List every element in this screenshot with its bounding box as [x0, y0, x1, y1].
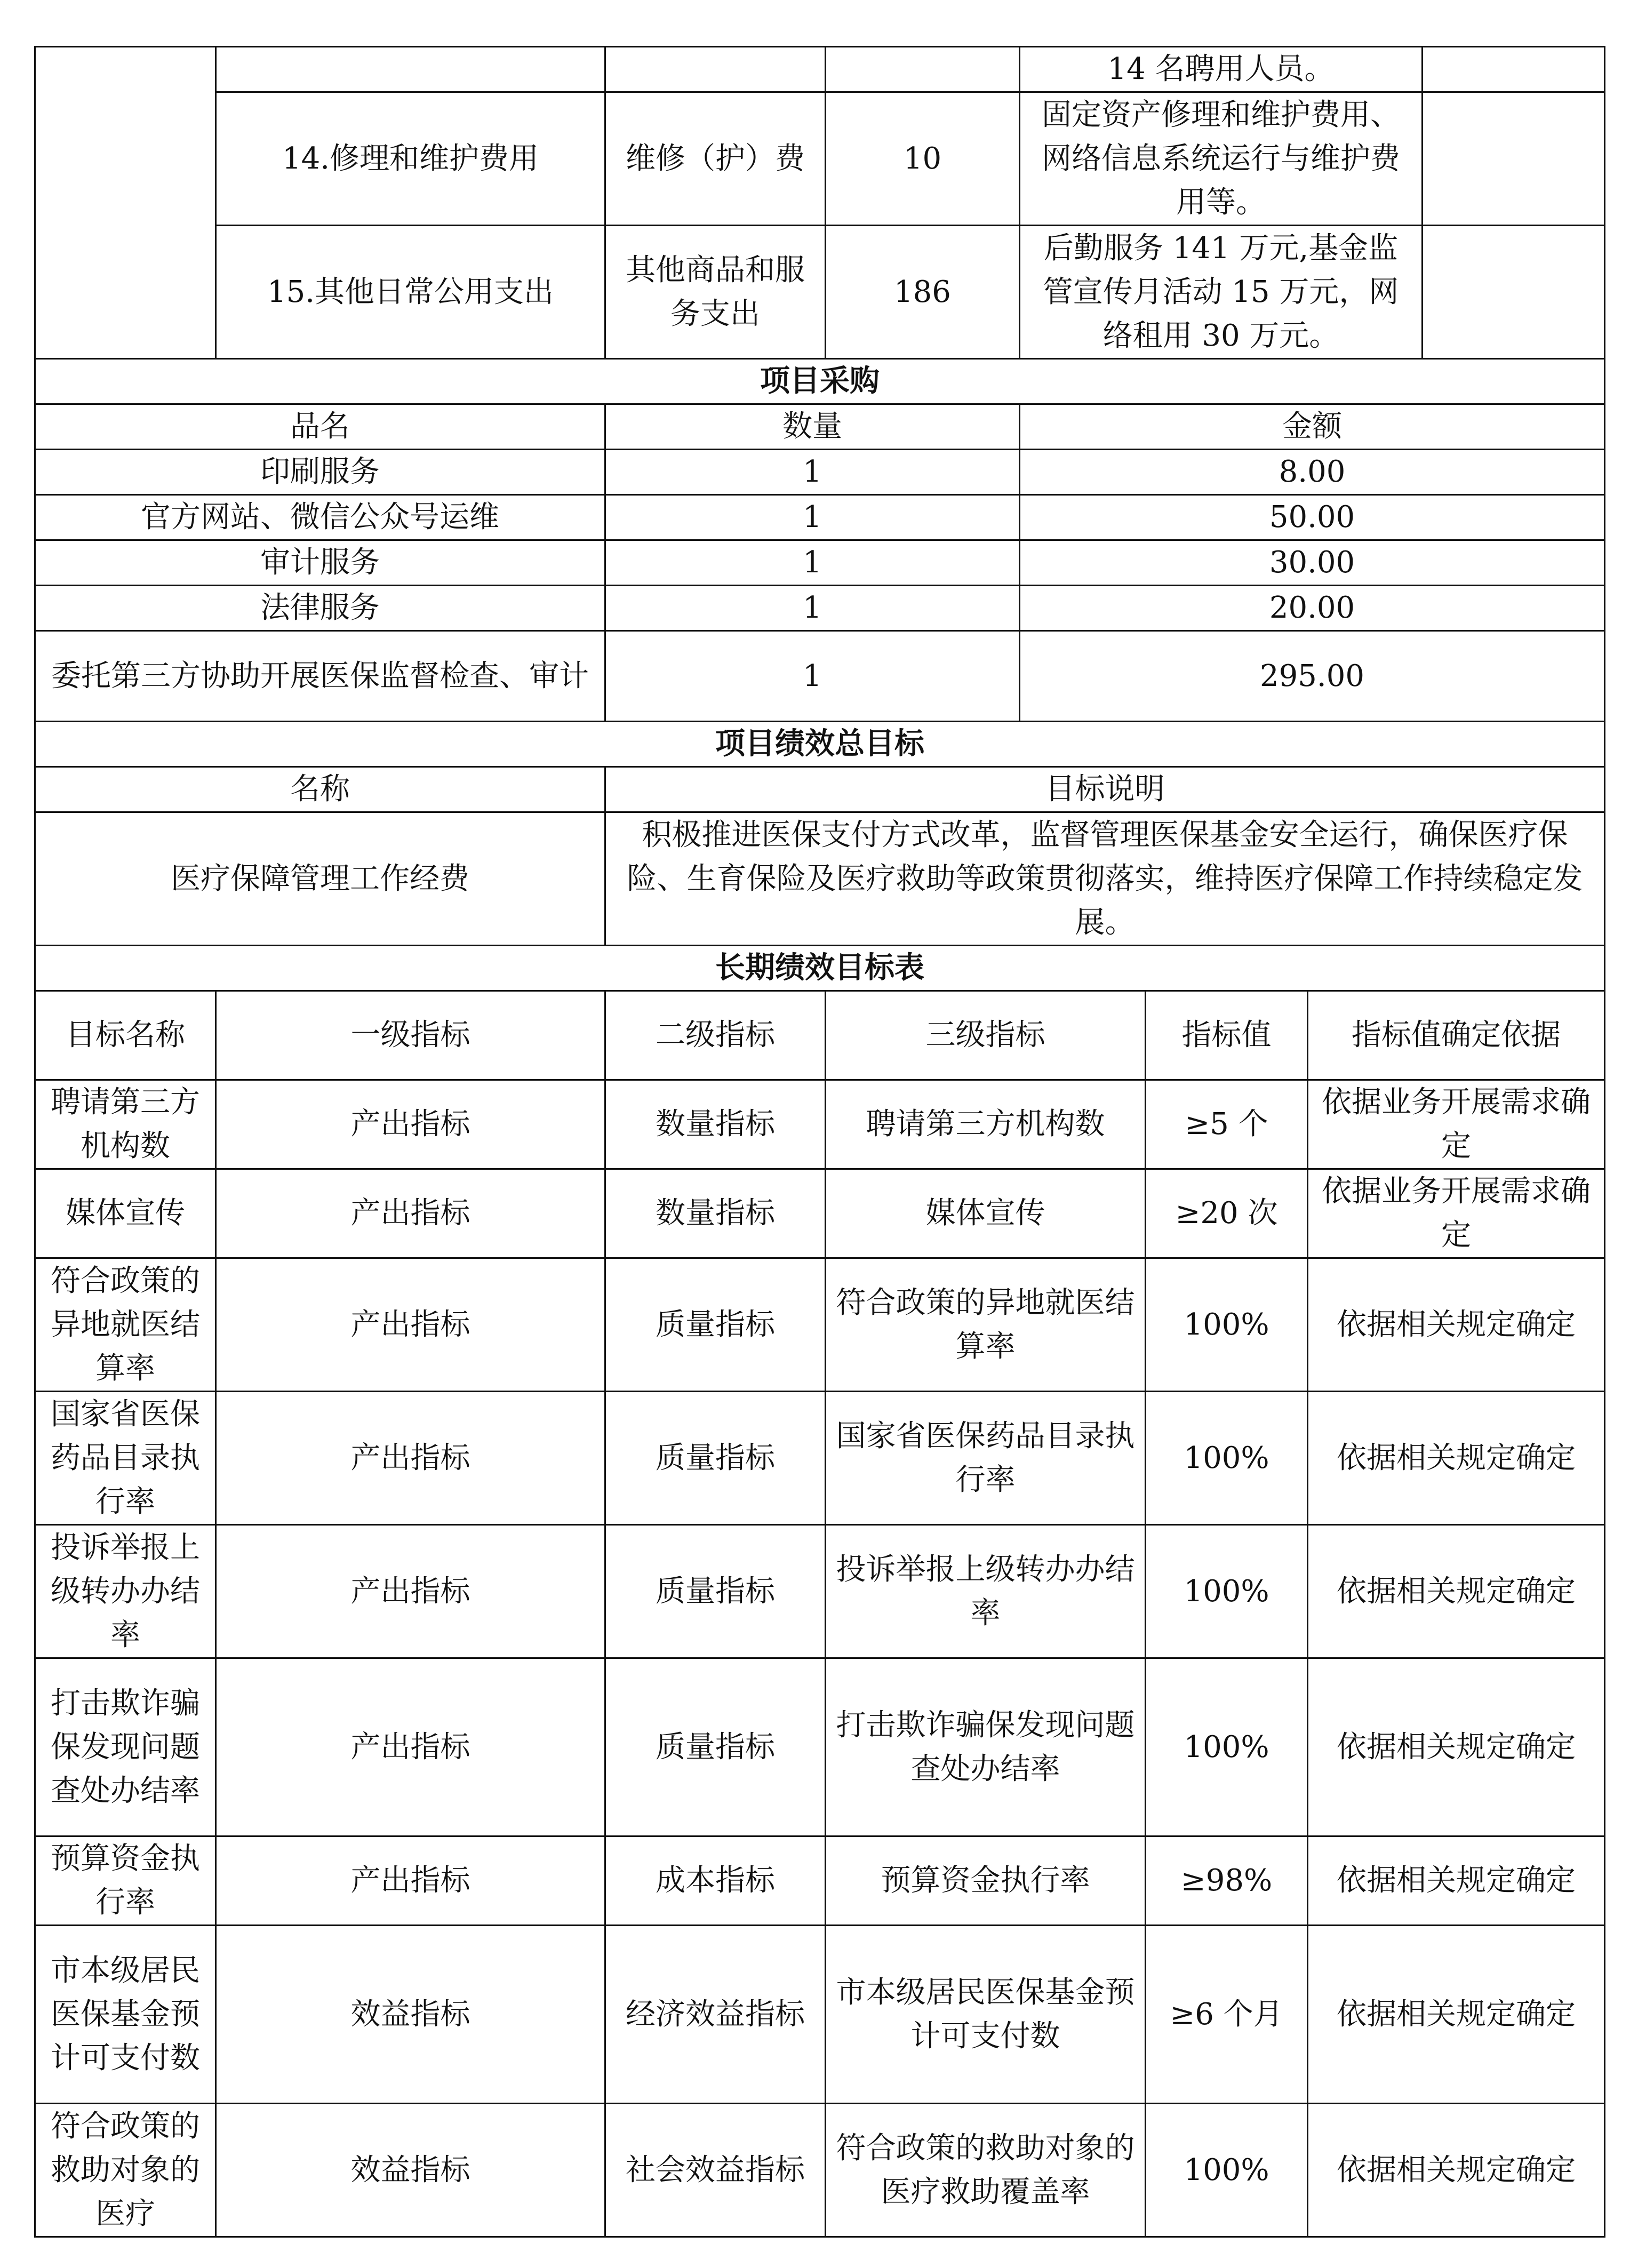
expense-name: 14.修理和维护费用 [216, 92, 605, 226]
indicator-value: ≥20 次 [1146, 1169, 1308, 1258]
header-level1: 一级指标 [216, 991, 605, 1080]
indicator-level3: 打击欺诈骗保发现问题查处办结率 [826, 1658, 1146, 1836]
overall-goal-header-desc: 目标说明 [605, 767, 1605, 812]
indicator-level2: 数量指标 [605, 1169, 826, 1258]
procurement-row [35, 586, 1605, 631]
procurement-item: 官方网站、微信公众号运维 [35, 495, 605, 540]
expense-name: 15.其他日常公用支出 [216, 226, 605, 359]
procurement-amount: 30.00 [1020, 540, 1605, 586]
expense-group-cell [35, 47, 216, 359]
indicator-basis: 依据相关规定确定 [1308, 1392, 1605, 1525]
overall-goal-row [35, 812, 1605, 946]
indicator-basis: 依据相关规定确定 [1308, 1836, 1605, 1926]
procurement-item: 审计服务 [35, 540, 605, 586]
expense-desc: 固定资产修理和维护费用、网络信息系统运行与维护费用等。 [1020, 92, 1423, 226]
indicator-value: ≥5 个 [1146, 1080, 1308, 1169]
procurement-qty: 1 [605, 450, 1020, 495]
procurement-header-row [35, 404, 1605, 450]
indicator-level1: 产出指标 [216, 1658, 605, 1836]
indicator-level3: 市本级居民医保基金预计可支付数 [826, 1926, 1146, 2104]
procurement-qty: 1 [605, 540, 1020, 586]
header-value: 指标值 [1146, 991, 1308, 1080]
header-level2: 二级指标 [605, 991, 826, 1080]
procurement-amount: 20.00 [1020, 586, 1605, 631]
indicator-basis: 依据相关规定确定 [1308, 1258, 1605, 1392]
procurement-header-qty: 数量 [605, 404, 1020, 450]
procurement-qty: 1 [605, 495, 1020, 540]
indicator-goal: 符合政策的救助对象的医疗 [35, 2104, 216, 2237]
indicator-level3: 预算资金执行率 [826, 1836, 1146, 1926]
expense-amount: 10 [826, 92, 1020, 226]
indicator-row [35, 1836, 1605, 1926]
indicator-level3: 符合政策的救助对象的医疗救助覆盖率 [826, 2104, 1146, 2237]
indicator-level2: 成本指标 [605, 1836, 826, 1926]
indicator-goal: 符合政策的异地就医结算率 [35, 1258, 216, 1392]
indicator-row [35, 1658, 1605, 1836]
indicator-value: 100% [1146, 1258, 1308, 1392]
procurement-amount: 50.00 [1020, 495, 1605, 540]
indicator-level1: 效益指标 [216, 1926, 605, 2104]
indicator-level3: 聘请第三方机构数 [826, 1080, 1146, 1169]
expense-amount [826, 47, 1020, 92]
indicator-row [35, 1926, 1605, 2104]
procurement-row [35, 540, 1605, 586]
indicator-basis: 依据业务开展需求确定 [1308, 1080, 1605, 1169]
indicator-goal: 市本级居民医保基金预计可支付数 [35, 1926, 216, 2104]
expense-amount: 186 [826, 226, 1020, 359]
indicator-level1: 产出指标 [216, 1836, 605, 1926]
procurement-item: 印刷服务 [35, 450, 605, 495]
budget-table [34, 46, 1605, 2238]
procurement-row [35, 450, 1605, 495]
indicator-basis: 依据业务开展需求确定 [1308, 1169, 1605, 1258]
indicator-level2: 质量指标 [605, 1525, 826, 1658]
expense-row [35, 226, 1605, 359]
expense-row [35, 47, 1605, 92]
procurement-header-amount: 金额 [1020, 404, 1605, 450]
indicator-value: 100% [1146, 1658, 1308, 1836]
expense-category: 维修（护）费 [605, 92, 826, 226]
indicator-goal: 国家省医保药品目录执行率 [35, 1392, 216, 1525]
indicator-row [35, 1258, 1605, 1392]
indicator-level3: 符合政策的异地就医结算率 [826, 1258, 1146, 1392]
procurement-amount: 8.00 [1020, 450, 1605, 495]
expense-row [35, 92, 1605, 226]
section-title: 项目绩效总目标 [35, 722, 1605, 767]
expense-note [1423, 92, 1605, 226]
long-term-header-row [35, 991, 1605, 1080]
indicator-level1: 产出指标 [216, 1258, 605, 1392]
procurement-qty: 1 [605, 631, 1020, 722]
procurement-row [35, 495, 1605, 540]
procurement-item: 法律服务 [35, 586, 605, 631]
header-basis: 指标值确定依据 [1308, 991, 1605, 1080]
indicator-level2: 质量指标 [605, 1658, 826, 1836]
expense-category: 其他商品和服务支出 [605, 226, 826, 359]
overall-goal-header-name: 名称 [35, 767, 605, 812]
indicator-level1: 产出指标 [216, 1392, 605, 1525]
indicator-level1: 产出指标 [216, 1525, 605, 1658]
indicator-row [35, 1525, 1605, 1658]
expense-category [605, 47, 826, 92]
indicator-row [35, 1080, 1605, 1169]
indicator-value: 100% [1146, 1392, 1308, 1525]
indicator-value: 100% [1146, 1525, 1308, 1658]
indicator-value: ≥98% [1146, 1836, 1308, 1926]
indicator-level2: 质量指标 [605, 1258, 826, 1392]
indicator-row [35, 1169, 1605, 1258]
header-goal-name: 目标名称 [35, 991, 216, 1080]
indicator-value: ≥6 个月 [1146, 1926, 1308, 2104]
procurement-item: 委托第三方协助开展医保监督检查、审计 [35, 631, 605, 722]
overall-goal-header-row [35, 767, 1605, 812]
overall-goal-title-row [35, 722, 1605, 767]
indicator-basis: 依据相关规定确定 [1308, 1926, 1605, 2104]
indicator-goal: 预算资金执行率 [35, 1836, 216, 1926]
expense-desc: 14 名聘用人员。 [1020, 47, 1423, 92]
indicator-basis: 依据相关规定确定 [1308, 1658, 1605, 1836]
procurement-title-row [35, 359, 1605, 404]
expense-note [1423, 47, 1605, 92]
overall-goal-desc: 积极推进医保支付方式改革，监督管理医保基金安全运行，确保医疗保险、生育保险及医疗救助等政策贯彻落实，维持医疗保障工作持续稳定发展。 [605, 812, 1605, 946]
indicator-level2: 经济效益指标 [605, 1926, 826, 2104]
indicator-level1: 效益指标 [216, 2104, 605, 2237]
header-level3: 三级指标 [826, 991, 1146, 1080]
indicator-goal: 聘请第三方机构数 [35, 1080, 216, 1169]
indicator-level3: 媒体宣传 [826, 1169, 1146, 1258]
indicator-goal: 媒体宣传 [35, 1169, 216, 1258]
section-title: 项目采购 [35, 359, 1605, 404]
indicator-row [35, 2104, 1605, 2237]
section-title: 长期绩效目标表 [35, 946, 1605, 991]
procurement-amount: 295.00 [1020, 631, 1605, 722]
overall-goal-name: 医疗保障管理工作经费 [35, 812, 605, 946]
procurement-header-item: 品名 [35, 404, 605, 450]
expense-note [1423, 226, 1605, 359]
indicator-level3: 国家省医保药品目录执行率 [826, 1392, 1146, 1525]
indicator-basis: 依据相关规定确定 [1308, 2104, 1605, 2237]
indicator-basis: 依据相关规定确定 [1308, 1525, 1605, 1658]
procurement-qty: 1 [605, 586, 1020, 631]
indicator-row [35, 1392, 1605, 1525]
long-term-title-row [35, 946, 1605, 991]
indicator-goal: 打击欺诈骗保发现问题查处办结率 [35, 1658, 216, 1836]
indicator-level1: 产出指标 [216, 1080, 605, 1169]
indicator-level2: 质量指标 [605, 1392, 826, 1525]
expense-name [216, 47, 605, 92]
expense-desc: 后勤服务 141 万元,基金监管宣传月活动 15 万元，网络租用 30 万元。 [1020, 226, 1423, 359]
procurement-row [35, 631, 1605, 722]
indicator-value: 100% [1146, 2104, 1308, 2237]
indicator-goal: 投诉举报上级转办办结率 [35, 1525, 216, 1658]
indicator-level3: 投诉举报上级转办办结率 [826, 1525, 1146, 1658]
indicator-level2: 数量指标 [605, 1080, 826, 1169]
indicator-level1: 产出指标 [216, 1169, 605, 1258]
indicator-level2: 社会效益指标 [605, 2104, 826, 2237]
